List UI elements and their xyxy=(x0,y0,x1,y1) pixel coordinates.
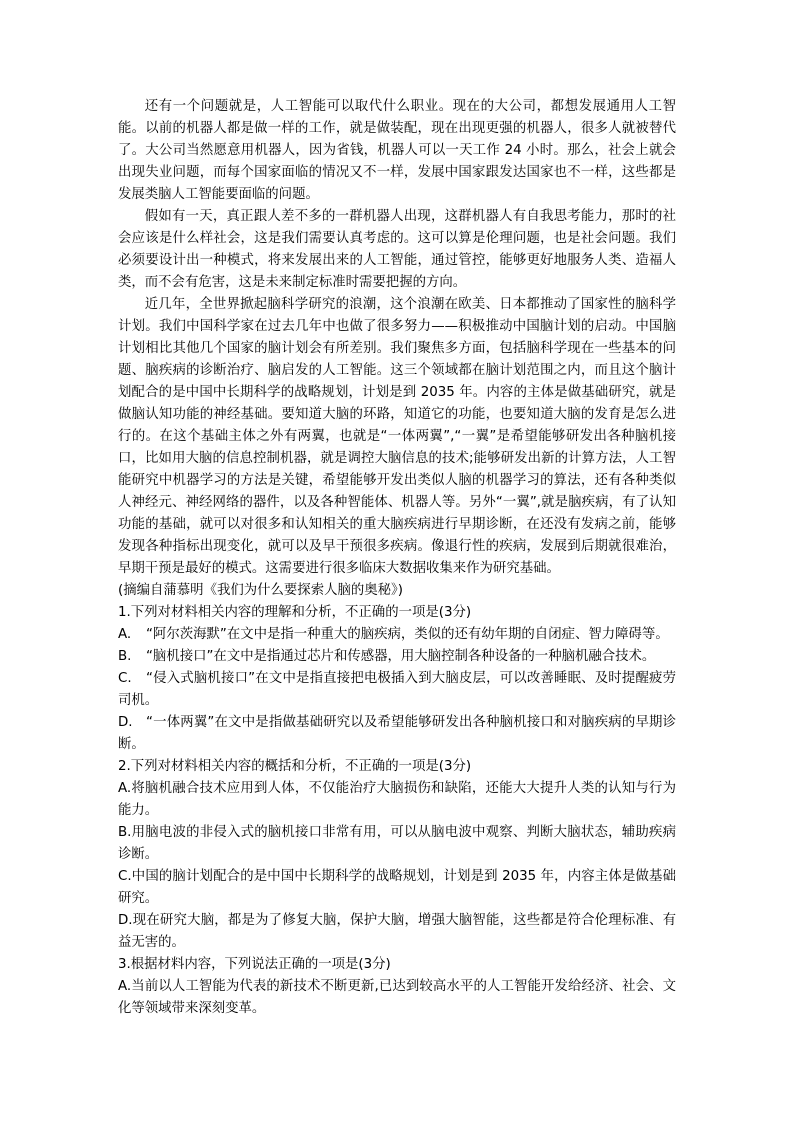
question-1 xyxy=(118,602,676,756)
question-3 xyxy=(118,954,676,1020)
question-stem: 2.下列对材料相关内容的概括和分析，不正确的一项是(3分) xyxy=(118,759,472,774)
option-text: “脑机接口”在文中是指通过芯片和传感器，用大脑控制各种设备的一种脑机融合技术。 xyxy=(146,649,656,664)
option-b xyxy=(118,646,676,668)
option-d xyxy=(118,712,676,756)
option-text: “阿尔茨海默”在文中是指一种重大的脑疾病，类似的还有幼年期的自闭症、智力障碍等。 xyxy=(146,627,669,642)
option-letter: A. xyxy=(118,627,132,642)
option-a: A.当前以人工智能为代表的新技术不断更新,已达到较高水平的人工智能开发给经济、社会、文化等领域带来深刻变革。 xyxy=(118,979,676,1016)
option-text: “一体两翼”在文中是指做基础研究以及希望能够研发出各种脑机接口和对脑疾病的早期诊断。 xyxy=(118,715,676,752)
paragraph-1: 还有一个问题就是，人工智能可以取代什么职业。现在的大公司，都想发展通用人工智能。以前的机器人都是做一样的工作，就是做装配，现在出现更强的机器人，很多人就被替代了。大公司当然愿意用机器人，因为省钱，机器人可以一天工作 24 小时。那么，社会上就会出现失业问题，而每个国家面临的情况又不一样，发展中国家跟发达国家也不一样，这些都是发展类脑人工智能要面临的问题。 xyxy=(118,99,676,202)
paragraph-2: 假如有一天，真正跟人差不多的一群机器人出现，这群机器人有自我思考能力，那时的社会应该是什么样社会，这是我们需要认真考虑的。这可以算是伦理问题，也是社会问题。我们必须要设计出一种模式，将来发展出来的人工智能，通过管控，能够更好地服务人类、造福人类，而不会有危害，这是未来制定标准时需要把握的方向。 xyxy=(118,209,676,290)
question-stem: 1.下列对材料相关内容的理解和分析，不正确的一项是(3分) xyxy=(118,605,472,620)
option-letter: C. xyxy=(118,671,132,686)
option-c: C.中国的脑计划配合的是中国中长期科学的战略规划，计划是到 2035 年，内容主体是做基础研究。 xyxy=(118,869,676,906)
question-2 xyxy=(118,756,676,954)
paragraph-3: 近几年，全世界掀起脑科学研究的浪潮，这个浪潮在欧美、日本都推动了国家性的脑科学计划。我们中国科学家在过去几年中也做了很多努力——积极推动中国脑计划的启动。中国脑计划相比其他几个国家的脑计划会有所差别。我们聚焦多方面，包括脑科学现在一些基本的问题、脑疾病的诊断治疗、脑启发的人工智能。这三个领域都在脑计划范围之内，而且这个脑计划配合的是中国中长期科学的战略规划，计划是到 2035 年。内容的主体是做基础研究，就是做脑认知功能的神经基础。要知道大脑的环路，知道它的功能，也要知道大脑的发育是怎么进行的。在这个基础主体之外有两翼，也就是“一体两翼”,“一翼”是希望能够研发出各种脑机接口，比如用大脑的信息控制机器，就是调控大脑信息的技术;能够研发出新的计算方法，人工智能研究中机器学习的方法是关键，希望能够开发出类似人脑的机器学习的算法，还有各种类似人神经元、神经网络的器件，以及各种智能体、机器人等。另外“一翼”,就是脑疾病，有了认知功能的基础，就可以对很多和认知相关的重大脑疾病进行早期诊断，在还没有发病之前，能够发现各种指标出现变化，就可以及早干预很多疾病。像退行性的疾病，发展到后期就很难治，早期干预是最好的模式。这需要进行很多临床大数据收集来作为研究基础。 xyxy=(118,297,676,576)
option-d: D.现在研究大脑，都是为了修复大脑，保护大脑，增强大脑智能，这些都是符合伦理标准、有益无害的。 xyxy=(118,913,676,950)
document-body xyxy=(118,96,676,1020)
question-stem: 3.根据材料内容，下列说法正确的一项是(3分) xyxy=(118,957,391,972)
option-b: B.用脑电波的非侵入式的脑机接口非常有用，可以从脑电波中观察、判断大脑状态，辅助疾病诊断。 xyxy=(118,825,676,862)
option-letter: D. xyxy=(118,715,133,730)
option-c xyxy=(118,668,676,712)
option-text: “侵入式脑机接口”在文中是指直接把电极插入到大脑皮层，可以改善睡眠、及时提醒疲劳司机。 xyxy=(118,671,676,708)
source-citation: (摘编自蒲慕明《我们为什么要探索人脑的奥秘》) xyxy=(118,583,403,598)
option-a: A.将脑机融合技术应用到人体，不仅能治疗大脑损伤和缺陷，还能大大提升人类的认知与行为能力。 xyxy=(118,781,676,818)
option-letter: B. xyxy=(118,649,132,664)
option-a xyxy=(118,624,676,646)
